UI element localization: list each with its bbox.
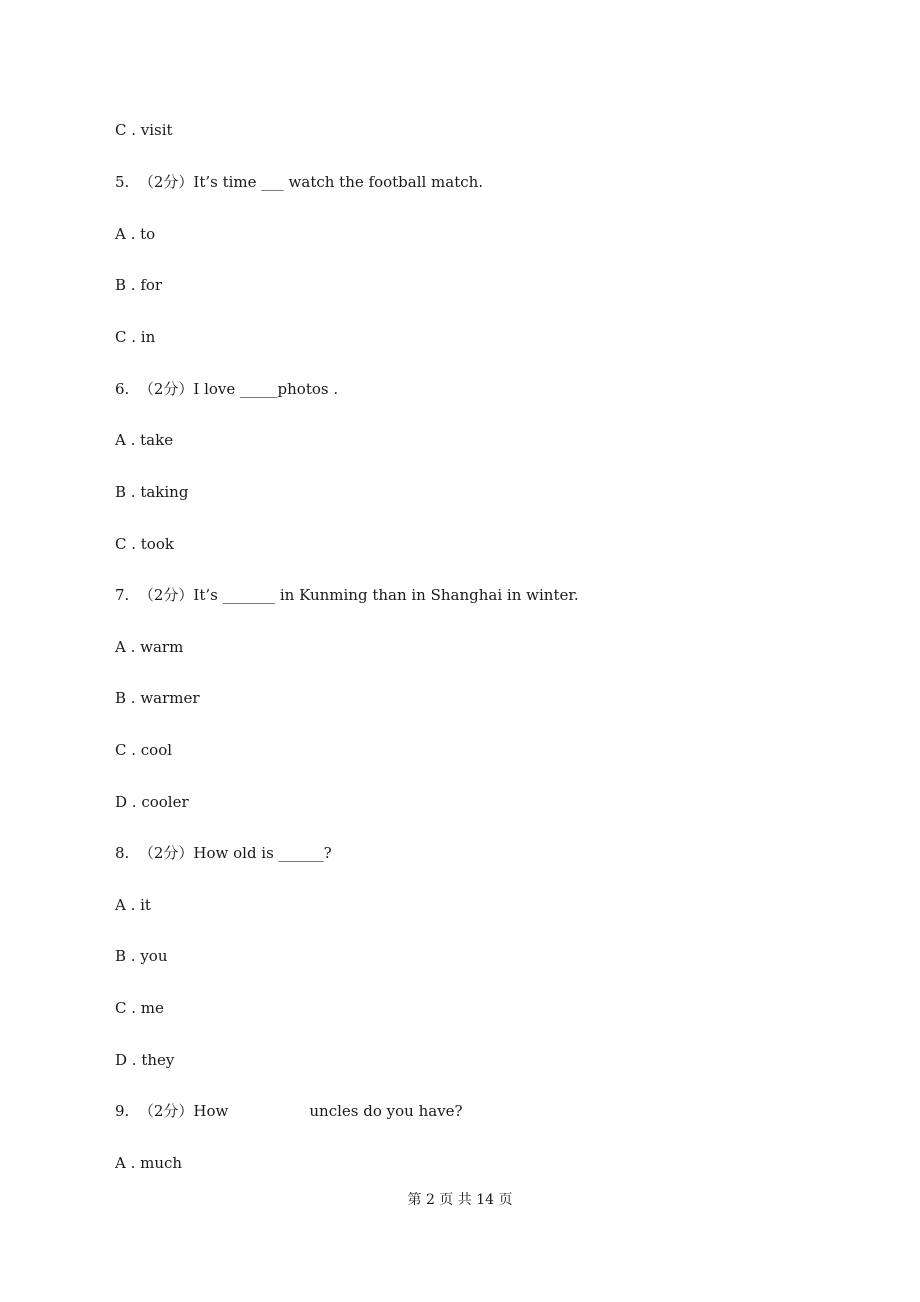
option-line: C . cool (115, 741, 173, 759)
option-line: A . much (115, 1154, 183, 1172)
option-line: A . it (115, 896, 151, 914)
option-line: D . cooler (115, 793, 189, 811)
option-line: B . for (115, 276, 163, 294)
option-line: B . you (115, 947, 168, 965)
option-line: D . they (115, 1051, 175, 1069)
question-line: 5. （2分）It’s time ___ watch the football match. (115, 173, 484, 191)
option-line: A . take (115, 431, 174, 449)
option-line: C . me (115, 999, 164, 1017)
question-line: 6. （2分）I love _____photos . (115, 380, 339, 398)
option-line: B . taking (115, 483, 189, 501)
option-line: C . took (115, 535, 174, 553)
option-line: C . visit (115, 121, 173, 139)
option-line: C . in (115, 328, 156, 346)
question-line: 9. （2分）How uncles do you have? (115, 1102, 463, 1120)
option-line: A . to (115, 225, 156, 243)
option-line: B . warmer (115, 689, 200, 707)
option-line: A . warm (115, 638, 184, 656)
page-footer: 第 2 页 共 14 页 (407, 1192, 513, 1208)
question-line: 8. （2分）How old is ______? (115, 844, 332, 862)
question-line: 7. （2分）It’s _______ in Kunming than in Shanghai in winter. (115, 586, 579, 604)
